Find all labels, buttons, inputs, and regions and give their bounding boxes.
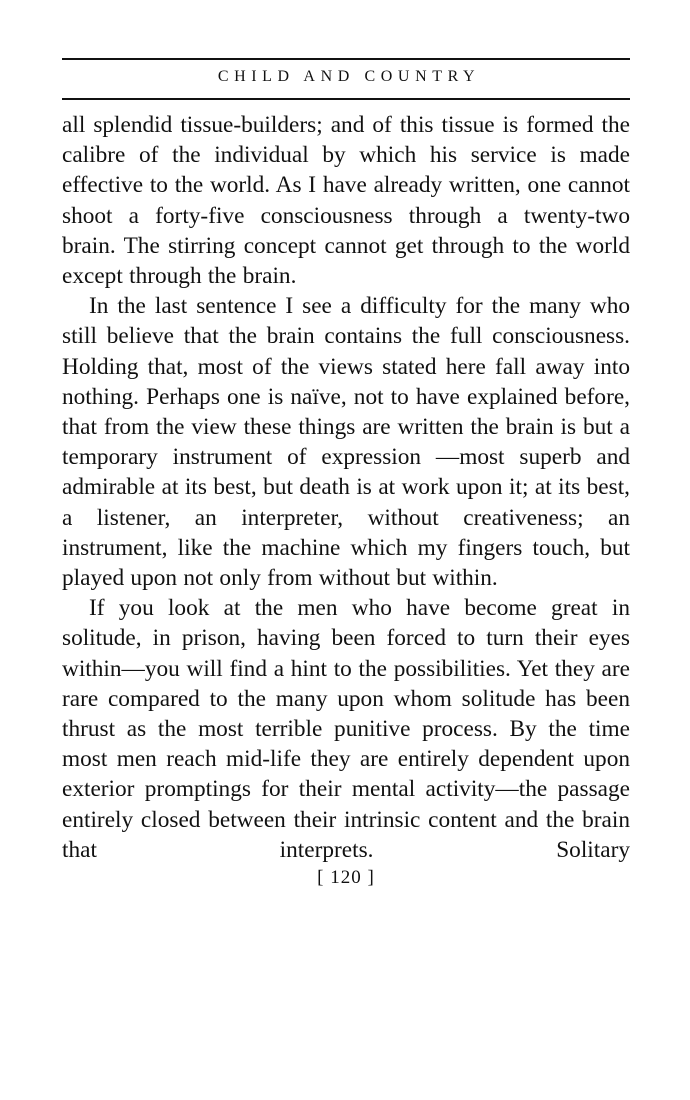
header-rule-bottom <box>62 98 630 100</box>
paragraph-3: If you look at the men who have become great in solitude, in prison, having been forced to turn their eyes within—you will find a hint to the possibilities. Yet they are rare compared to the many upon whom solitude has been thrust as the most terrible punitive process. By the time most men reach mid-life they are entirely dependent upon exterior promptings for their mental activity—the passage entirely closed between their intrinsic content and the brain that interprets. Solitary <box>62 595 630 863</box>
body-text <box>62 110 630 865</box>
paragraph-1: all splendid tissue-builders; and of this tissue is formed the calibre of the individual by which his service is made effective to the world. As I have already written, one cannot shoot a forty-five consciousness through a twenty-two brain. The stirring concept cannot get through to the world except through the brain. <box>62 112 630 290</box>
running-head: CHILD AND COUNTRY <box>217 68 481 85</box>
paragraph-2: In the last sentence I see a difficulty for the many who still believe that the brain contains the full consciousness. Holding that, most of the views stated here fall away into nothing. Perhaps one is naïve, not to have explained before, that from the view these things are written the brain is but a temporary instrument of expression —most superb and admirable at its best, but death is at work upon it; at its best, a listener, an interpreter, without creativeness; an instrument, like the machine which my fingers touch, but played upon not only from without but within. <box>62 293 630 592</box>
book-page <box>62 58 630 890</box>
page-number: [ 120 ] <box>317 867 375 889</box>
